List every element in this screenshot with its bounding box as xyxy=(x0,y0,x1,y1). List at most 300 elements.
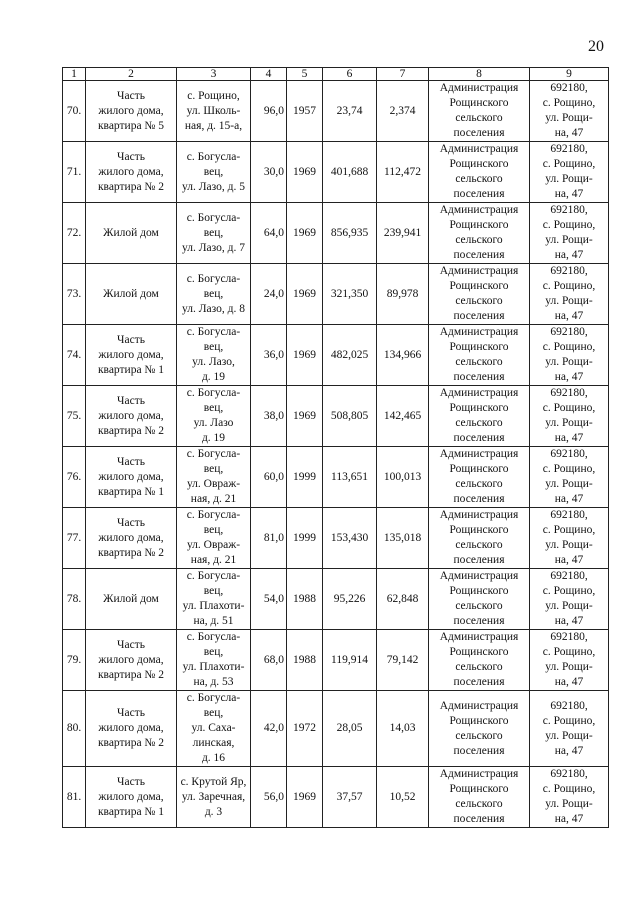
row-number: 78. xyxy=(63,569,86,630)
object-address-line: ул. Плахоти- xyxy=(182,600,245,612)
holder-address-line: 692180, xyxy=(550,768,588,780)
area-value: 24,0 xyxy=(251,264,287,325)
holder-name-line: Администрация xyxy=(439,143,519,155)
object-address xyxy=(177,508,251,569)
holder-address xyxy=(530,569,609,630)
area-value: 36,0 xyxy=(251,325,287,386)
object-name-line: жилого дома, xyxy=(98,531,164,544)
object-address-line: ул. Лазо, д. 5 xyxy=(182,180,245,193)
column-header: 7 xyxy=(377,68,429,81)
object-address-line: ул. Школь- xyxy=(186,104,241,117)
object-address-line: ная, д. 21 xyxy=(190,554,237,566)
residual-value: 2,374 xyxy=(377,81,429,142)
holder-name-line: поселения xyxy=(453,249,505,261)
table-row xyxy=(63,508,609,569)
holder-name-line: сельского xyxy=(455,173,503,185)
row-number: 79. xyxy=(63,630,86,691)
object-name-line: жилого дома, xyxy=(98,165,164,178)
object-name xyxy=(86,325,177,386)
area-value: 42,0 xyxy=(251,691,287,767)
holder-name-line: поселения xyxy=(453,813,505,825)
holder-name-line: сельского xyxy=(455,600,503,612)
column-header: 1 xyxy=(63,68,86,81)
object-address-line: на, д. 51 xyxy=(193,615,234,627)
holder-address-line: 692180, xyxy=(550,448,588,460)
residual-value: 100,013 xyxy=(377,447,429,508)
object-address xyxy=(177,386,251,447)
holder-address-line: на, 47 xyxy=(554,493,584,505)
residual-value: 142,465 xyxy=(377,386,429,447)
book-value: 37,57 xyxy=(323,767,377,828)
holder-address xyxy=(530,508,609,569)
holder-name-line: поселения xyxy=(453,127,505,139)
object-address-line: ная, д. 15-а, xyxy=(184,119,243,132)
object-address-line: вец, xyxy=(203,402,224,414)
table-row xyxy=(63,325,609,386)
table-row xyxy=(63,142,609,203)
year-value: 1988 xyxy=(287,630,323,691)
holder-address xyxy=(530,203,609,264)
book-value: 153,430 xyxy=(323,508,377,569)
object-name-line: жилого дома, xyxy=(98,790,164,803)
holder-name-line: поселения xyxy=(453,188,505,200)
residual-value: 89,978 xyxy=(377,264,429,325)
object-address-line: вец, xyxy=(203,341,224,353)
holder-name-line: поселения xyxy=(453,371,505,383)
holder-name-line: Администрация xyxy=(439,699,519,712)
holder-address-line: на, 47 xyxy=(554,127,584,139)
area-value: 30,0 xyxy=(251,142,287,203)
object-name xyxy=(86,447,177,508)
book-value: 119,914 xyxy=(323,630,377,691)
object-address-line: с. Богусла- xyxy=(186,570,241,582)
object-address-line: ная, д. 21 xyxy=(190,493,237,505)
holder-address-line: 692180, xyxy=(550,570,588,582)
area-value: 60,0 xyxy=(251,447,287,508)
row-number: 72. xyxy=(63,203,86,264)
object-name-line: квартира № 2 xyxy=(97,668,165,681)
table-row xyxy=(63,447,609,508)
holder-address-line: на, 47 xyxy=(554,554,584,566)
object-name-line: Часть xyxy=(117,707,145,719)
holder-address-line: ул. Рощи- xyxy=(545,417,593,429)
residual-value: 134,966 xyxy=(377,325,429,386)
object-address xyxy=(177,81,251,142)
holder-name xyxy=(429,630,530,691)
holder-name xyxy=(429,142,530,203)
holder-address-line: 692180, xyxy=(550,265,588,277)
holder-address xyxy=(530,767,609,828)
table-row xyxy=(63,264,609,325)
object-name-line: Часть xyxy=(117,775,145,788)
book-value: 28,05 xyxy=(323,691,377,767)
holder-name-line: Рощинского xyxy=(449,783,509,795)
holder-address-line: с. Рощино, xyxy=(542,341,596,353)
holder-name-line: сельского xyxy=(455,112,503,124)
object-name-line: жилого дома, xyxy=(98,348,164,361)
holder-name-line: сельского xyxy=(455,234,503,246)
holder-address-line: 692180, xyxy=(550,326,588,338)
holder-address-line: на, 47 xyxy=(554,813,584,825)
holder-address-line: 692180, xyxy=(550,387,588,399)
row-number: 71. xyxy=(63,142,86,203)
year-value: 1972 xyxy=(287,691,323,767)
holder-address-line: ул. Рощи- xyxy=(545,798,593,810)
object-address-line: д. 19 xyxy=(201,432,226,444)
holder-address-line: с. Рощино, xyxy=(542,714,596,727)
row-number: 70. xyxy=(63,81,86,142)
holder-address xyxy=(530,142,609,203)
table-row xyxy=(63,569,609,630)
object-address-line: вец, xyxy=(203,226,224,239)
holder-name-line: сельского xyxy=(455,478,503,490)
object-address-line: вец, xyxy=(203,646,224,658)
object-name xyxy=(86,767,177,828)
book-value: 508,805 xyxy=(323,386,377,447)
holder-name-line: поселения xyxy=(453,310,505,322)
object-address xyxy=(177,767,251,828)
holder-name-line: Администрация xyxy=(439,82,519,94)
object-address xyxy=(177,325,251,386)
year-value: 1969 xyxy=(287,142,323,203)
object-address xyxy=(177,447,251,508)
holder-name-line: сельского xyxy=(455,798,503,810)
holder-address xyxy=(530,630,609,691)
object-address-line: вец, xyxy=(203,287,224,300)
year-value: 1999 xyxy=(287,447,323,508)
object-address-line: ул. Лазо, д. 7 xyxy=(182,241,245,254)
table-row xyxy=(63,203,609,264)
object-address-line: с. Богусла- xyxy=(186,272,241,285)
column-header: 2 xyxy=(86,68,177,81)
object-address-line: вец, xyxy=(203,524,224,536)
holder-name xyxy=(429,508,530,569)
holder-address-line: 692180, xyxy=(550,143,588,155)
object-address-line: ул. Плахоти- xyxy=(182,661,245,673)
holder-address-line: 692180, xyxy=(550,509,588,521)
holder-name-line: поселения xyxy=(453,493,505,505)
object-name xyxy=(86,569,177,630)
object-name-line: квартира № 2 xyxy=(97,180,165,193)
object-name-line: Часть xyxy=(117,333,145,346)
object-name xyxy=(86,81,177,142)
holder-address xyxy=(530,386,609,447)
holder-address-line: с. Рощино, xyxy=(542,158,596,170)
header-row xyxy=(63,68,609,81)
holder-name-line: поселения xyxy=(453,676,505,688)
column-header: 6 xyxy=(323,68,377,81)
holder-name-line: Рощинского xyxy=(449,646,509,658)
book-value: 856,935 xyxy=(323,203,377,264)
object-name-line: квартира № 5 xyxy=(97,119,165,132)
object-name xyxy=(86,386,177,447)
object-name xyxy=(86,691,177,767)
holder-address-line: ул. Рощи- xyxy=(545,112,593,124)
holder-name-line: сельского xyxy=(455,539,503,551)
residual-value: 79,142 xyxy=(377,630,429,691)
residual-value: 239,941 xyxy=(377,203,429,264)
holder-address-line: с. Рощино, xyxy=(542,646,596,658)
holder-address-line: с. Рощино, xyxy=(542,219,596,231)
object-address-line: вец, xyxy=(203,463,224,475)
holder-name-line: Администрация xyxy=(439,509,519,521)
book-value: 95,226 xyxy=(323,569,377,630)
area-value: 64,0 xyxy=(251,203,287,264)
object-name xyxy=(86,203,177,264)
holder-name-line: Рощинского xyxy=(449,585,509,597)
holder-name-line: Рощинского xyxy=(449,463,509,475)
object-name-line: Жилой дом xyxy=(103,592,159,605)
holder-name xyxy=(429,325,530,386)
year-value: 1969 xyxy=(287,386,323,447)
holder-address-line: с. Рощино, xyxy=(542,585,596,597)
book-value: 401,688 xyxy=(323,142,377,203)
object-address-line: ул. Овраж- xyxy=(186,539,241,551)
area-value: 68,0 xyxy=(251,630,287,691)
holder-name xyxy=(429,264,530,325)
object-name-line: жилого дома, xyxy=(98,104,164,117)
object-address-line: ул. Овраж- xyxy=(186,478,241,490)
row-number: 74. xyxy=(63,325,86,386)
page-number: 20 xyxy=(588,38,604,55)
table-row xyxy=(63,767,609,828)
area-value: 54,0 xyxy=(251,569,287,630)
object-address xyxy=(177,264,251,325)
holder-name-line: Администрация xyxy=(439,204,519,216)
holder-address-line: на, 47 xyxy=(554,676,584,688)
holder-name-line: Администрация xyxy=(439,265,519,277)
holder-name-line: Рощинского xyxy=(449,524,509,536)
row-number: 80. xyxy=(63,691,86,767)
object-name-line: Часть xyxy=(117,89,145,102)
holder-address-line: 692180, xyxy=(550,82,588,94)
holder-name xyxy=(429,203,530,264)
object-name-line: Часть xyxy=(117,394,145,407)
holder-name xyxy=(429,569,530,630)
holder-name-line: Администрация xyxy=(439,387,519,399)
row-number: 76. xyxy=(63,447,86,508)
holder-address-line: ул. Рощи- xyxy=(545,600,593,612)
holder-address-line: с. Рощино, xyxy=(542,402,596,414)
object-address-line: вец, xyxy=(203,585,224,597)
object-name-line: квартира № 1 xyxy=(97,485,165,498)
holder-address-line: 692180, xyxy=(550,204,588,216)
holder-address-line: с. Рощино, xyxy=(542,97,596,109)
row-number: 73. xyxy=(63,264,86,325)
holder-name-line: Рощинского xyxy=(449,280,509,292)
holder-name-line: сельского xyxy=(455,417,503,429)
book-value: 23,74 xyxy=(323,81,377,142)
year-value: 1969 xyxy=(287,203,323,264)
holder-address-line: на, 47 xyxy=(554,432,584,444)
table-row xyxy=(63,81,609,142)
holder-address-line: с. Рощино, xyxy=(542,524,596,536)
holder-address-line: с. Рощино, xyxy=(542,783,596,795)
object-address xyxy=(177,691,251,767)
object-address-line: вец, xyxy=(203,707,224,719)
object-name-line: жилого дома, xyxy=(98,409,164,422)
residual-value: 14,03 xyxy=(377,691,429,767)
holder-name xyxy=(429,691,530,767)
object-address-line: с. Богусла- xyxy=(186,387,241,399)
residual-value: 112,472 xyxy=(377,142,429,203)
residual-value: 10,52 xyxy=(377,767,429,828)
year-value: 1999 xyxy=(287,508,323,569)
object-name-line: Часть xyxy=(117,455,145,468)
holder-address xyxy=(530,81,609,142)
object-address xyxy=(177,142,251,203)
year-value: 1969 xyxy=(287,325,323,386)
holder-name-line: поселения xyxy=(453,615,505,627)
area-value: 56,0 xyxy=(251,767,287,828)
holder-name xyxy=(429,81,530,142)
object-address-line: ул. Саха- xyxy=(191,722,236,734)
area-value: 38,0 xyxy=(251,386,287,447)
object-name-line: квартира № 2 xyxy=(97,737,165,749)
table-row xyxy=(63,630,609,691)
holder-address-line: ул. Рощи- xyxy=(545,295,593,307)
holder-name xyxy=(429,447,530,508)
area-value: 81,0 xyxy=(251,508,287,569)
holder-name xyxy=(429,767,530,828)
year-value: 1957 xyxy=(287,81,323,142)
holder-name-line: Рощинского xyxy=(449,219,509,231)
residual-value: 135,018 xyxy=(377,508,429,569)
object-name-line: жилого дома, xyxy=(98,470,164,483)
holder-address xyxy=(530,447,609,508)
holder-name-line: сельского xyxy=(455,661,503,673)
object-name xyxy=(86,630,177,691)
object-address-line: с. Рощино, xyxy=(187,89,240,102)
object-address xyxy=(177,569,251,630)
object-address-line: с. Богусла- xyxy=(186,326,241,338)
holder-address xyxy=(530,264,609,325)
holder-address-line: на, 47 xyxy=(554,188,584,200)
holder-name-line: сельского xyxy=(455,729,503,742)
year-value: 1969 xyxy=(287,264,323,325)
holder-name-line: сельского xyxy=(455,295,503,307)
holder-address-line: ул. Рощи- xyxy=(545,729,593,742)
holder-name-line: Администрация xyxy=(439,768,519,780)
book-value: 482,025 xyxy=(323,325,377,386)
object-address-line: ул. Лазо, xyxy=(192,356,235,368)
holder-address xyxy=(530,325,609,386)
book-value: 321,350 xyxy=(323,264,377,325)
object-name-line: Часть xyxy=(117,150,145,163)
holder-name-line: Администрация xyxy=(439,631,519,643)
holder-address-line: 692180, xyxy=(550,699,588,712)
year-value: 1988 xyxy=(287,569,323,630)
object-address-line: с. Крутой Яр, xyxy=(180,775,247,788)
column-header: 8 xyxy=(429,68,530,81)
holder-name-line: Администрация xyxy=(439,326,519,338)
object-address-line: линская, xyxy=(192,737,235,749)
holder-address xyxy=(530,691,609,767)
object-name xyxy=(86,508,177,569)
holder-name-line: Рощинского xyxy=(449,97,509,109)
holder-address-line: ул. Рощи- xyxy=(545,478,593,490)
object-name-line: Часть xyxy=(117,516,145,529)
object-address xyxy=(177,203,251,264)
object-address-line: ул. Лазо xyxy=(193,417,234,429)
holder-address-line: на, 47 xyxy=(554,249,584,261)
holder-address-line: на, 47 xyxy=(554,310,584,322)
holder-name-line: Рощинского xyxy=(449,714,509,727)
object-address-line: ул. Заречная, xyxy=(181,790,246,803)
holder-address-line: с. Рощино, xyxy=(542,463,596,475)
object-name-line: Жилой дом xyxy=(103,287,159,300)
object-name-line: Жилой дом xyxy=(103,226,159,239)
holder-name xyxy=(429,386,530,447)
object-address-line: д. 19 xyxy=(201,371,226,383)
holder-address-line: ул. Рощи- xyxy=(545,539,593,551)
object-address-line: с. Богусла- xyxy=(186,692,241,704)
column-header: 9 xyxy=(530,68,609,81)
holder-address-line: на, 47 xyxy=(554,615,584,627)
holder-address-line: ул. Рощи- xyxy=(545,356,593,368)
holder-name-line: Рощинского xyxy=(449,402,509,414)
holder-name-line: сельского xyxy=(455,356,503,368)
holder-name-line: Рощинского xyxy=(449,341,509,353)
holder-name-line: Администрация xyxy=(439,448,519,460)
object-address-line: с. Богусла- xyxy=(186,150,241,163)
object-name xyxy=(86,264,177,325)
table-row xyxy=(63,691,609,767)
residual-value: 62,848 xyxy=(377,569,429,630)
object-name-line: квартира № 1 xyxy=(97,805,165,818)
row-number: 77. xyxy=(63,508,86,569)
row-number: 81. xyxy=(63,767,86,828)
year-value: 1969 xyxy=(287,767,323,828)
holder-name-line: Администрация xyxy=(439,570,519,582)
table-row xyxy=(63,386,609,447)
holder-address-line: на, 47 xyxy=(554,744,584,757)
object-address-line: д. 16 xyxy=(201,752,226,764)
object-name-line: квартира № 1 xyxy=(97,363,165,376)
column-header: 5 xyxy=(287,68,323,81)
book-value: 113,651 xyxy=(323,447,377,508)
holder-address-line: с. Рощино, xyxy=(542,280,596,292)
holder-name-line: поселения xyxy=(453,554,505,566)
object-name-line: жилого дома, xyxy=(98,653,164,666)
object-name-line: жилого дома, xyxy=(98,722,164,734)
area-value: 96,0 xyxy=(251,81,287,142)
column-header: 4 xyxy=(251,68,287,81)
column-header: 3 xyxy=(177,68,251,81)
object-address-line: с. Богусла- xyxy=(186,631,241,643)
object-address-line: с. Богусла- xyxy=(186,448,241,460)
object-address-line: д. 3 xyxy=(204,805,223,818)
holder-address-line: ул. Рощи- xyxy=(545,173,593,185)
holder-address-line: на, 47 xyxy=(554,371,584,383)
object-name-line: квартира № 2 xyxy=(97,424,165,437)
row-number: 75. xyxy=(63,386,86,447)
object-address-line: вец, xyxy=(203,165,224,178)
property-registry-table xyxy=(62,67,609,828)
object-address-line: с. Богусла- xyxy=(186,211,241,224)
table-body xyxy=(63,81,609,828)
object-address xyxy=(177,630,251,691)
object-address-line: ул. Лазо, д. 8 xyxy=(182,302,245,315)
object-name xyxy=(86,142,177,203)
holder-name-line: поселения xyxy=(453,744,505,757)
holder-address-line: ул. Рощи- xyxy=(545,234,593,246)
object-name-line: Часть xyxy=(117,638,145,651)
holder-address-line: 692180, xyxy=(550,631,588,643)
object-address-line: с. Богусла- xyxy=(186,509,241,521)
object-address-line: на, д. 53 xyxy=(193,676,234,688)
holder-address-line: ул. Рощи- xyxy=(545,661,593,673)
